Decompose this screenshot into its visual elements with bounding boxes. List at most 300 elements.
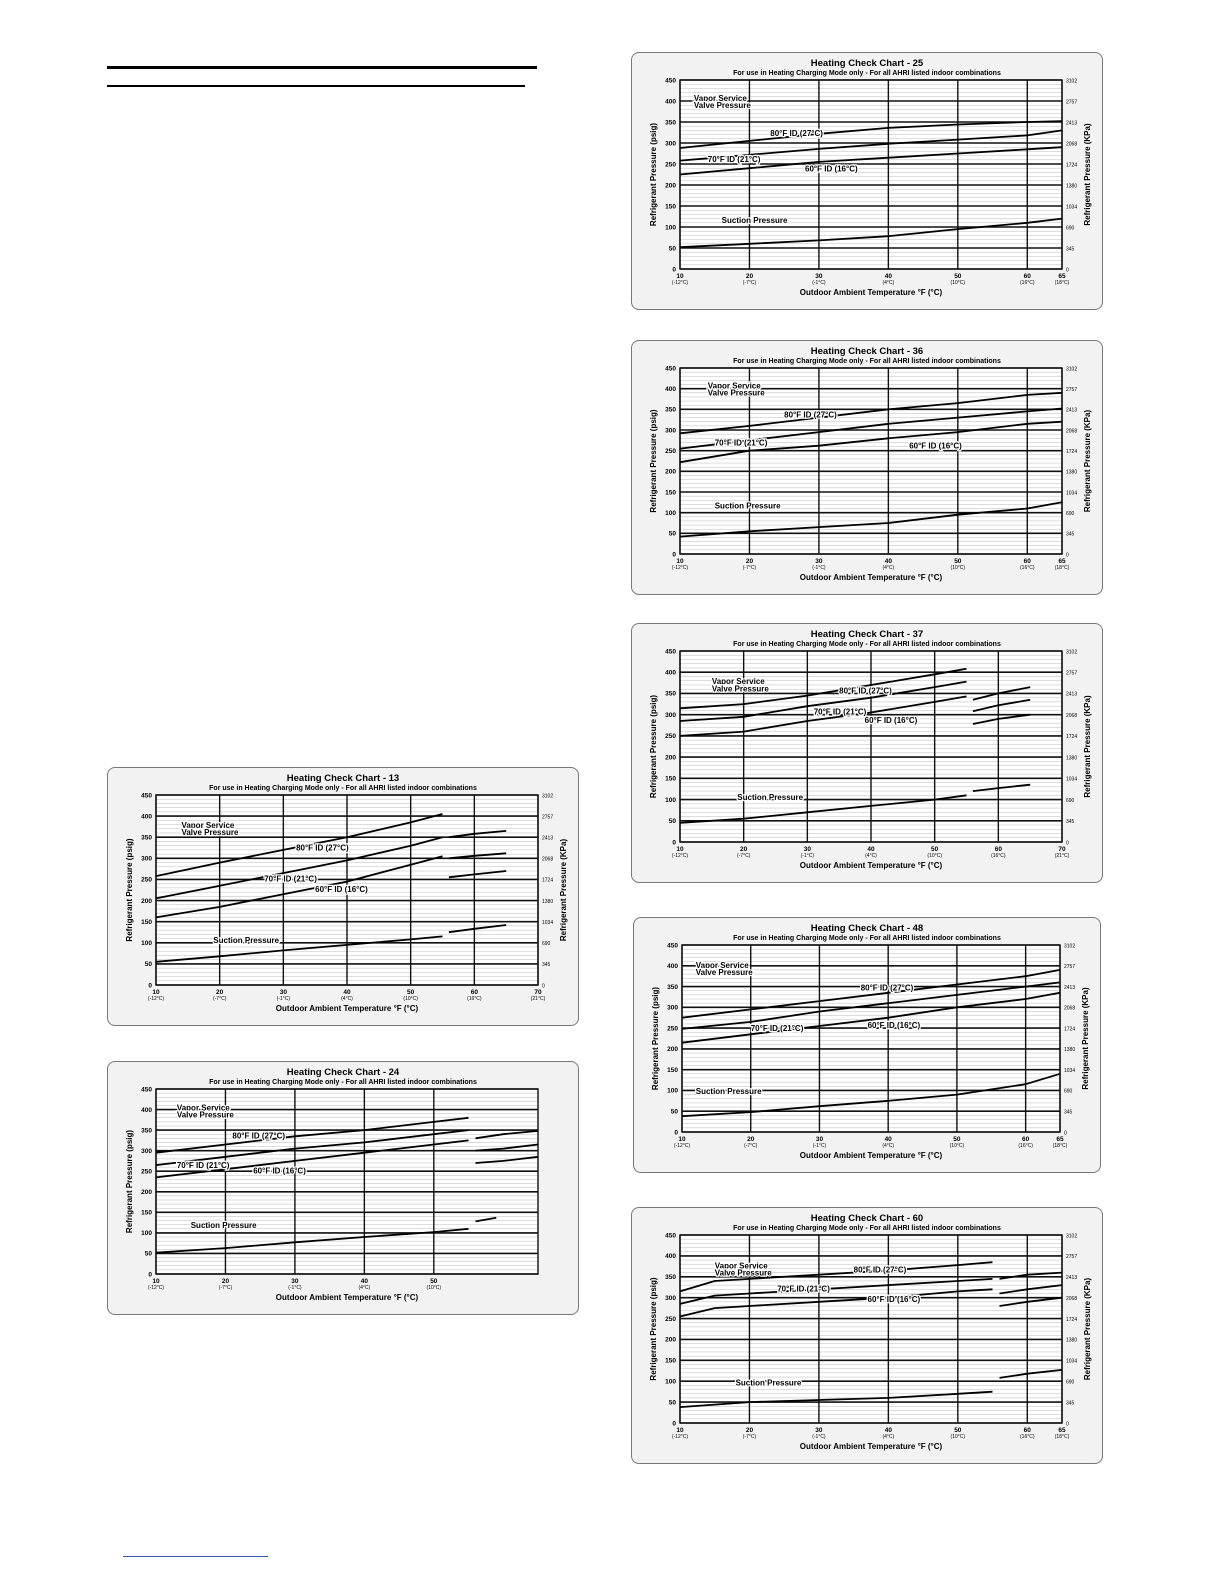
- y2-tick-label: 1034: [542, 919, 554, 926]
- y2-tick-label: 1380: [1064, 1047, 1076, 1054]
- x-tick-label: 60: [994, 846, 1002, 853]
- annotation-80-f-id-27-c: 80°F ID (27°C): [232, 1131, 286, 1141]
- annotation-60-f-id-16-c: 60°F ID (16°C): [909, 441, 962, 451]
- x-tick-label: 20: [216, 989, 224, 996]
- x-tick-celsius-label: (16°C): [991, 853, 1006, 859]
- x-tick-label: 50: [953, 1136, 961, 1143]
- y-axis-label: Refrigerant Pressure (psig): [125, 1129, 134, 1234]
- heating-check-chart-60: [631, 1207, 1103, 1464]
- x-tick-label: 20: [745, 1427, 754, 1434]
- y-tick-label: 100: [141, 940, 152, 948]
- y-tick-label: 50: [668, 1399, 676, 1407]
- x-tick-label: 50: [430, 1278, 438, 1285]
- x-tick-celsius-label: (-7°C): [742, 565, 757, 571]
- chart-title: Heating Check Chart - 24: [286, 1067, 400, 1078]
- x-tick-label: 40: [867, 846, 875, 853]
- y2-tick-label: 2757: [542, 814, 554, 821]
- x-tick-label: 30: [815, 1136, 824, 1143]
- y-axis-label: Refrigerant Pressure (psig): [649, 409, 658, 513]
- heating-check-chart-36: [631, 340, 1103, 595]
- x-tick-label: 60: [1023, 1427, 1031, 1434]
- y-tick-label: 100: [665, 796, 676, 804]
- x-tick-label: 30: [815, 273, 823, 280]
- x-tick-celsius-label: (18°C): [1054, 280, 1070, 286]
- y2-tick-label: 690: [1066, 1379, 1075, 1386]
- y2-tick-label: 345: [1066, 819, 1075, 826]
- annotation-80-f-id-27-c: 80°F ID (27°C): [860, 983, 914, 993]
- x-axis-label: Outdoor Ambient Temperature °F (°C): [799, 288, 943, 297]
- annotation-suction-pressure: Suction Pressure: [735, 1378, 802, 1388]
- y-tick-label: 350: [665, 690, 676, 698]
- annotation-suction-pressure: Suction Pressure: [213, 935, 280, 945]
- x-axis-label: Outdoor Ambient Temperature °F (°C): [799, 861, 943, 870]
- y-tick-label: 200: [665, 182, 676, 190]
- annotation-valve-pressure: Valve Pressure: [711, 684, 769, 694]
- chart-title: Heating Check Chart - 37: [810, 629, 924, 640]
- y-axis-label: Refrigerant Pressure (psig): [649, 1277, 658, 1381]
- annotation-60-f-id-16-c: 60°F ID (16°C): [253, 1166, 306, 1176]
- x-tick-celsius-label: (-12°C): [673, 1143, 691, 1149]
- y-tick-label: 0: [672, 1420, 676, 1428]
- x-tick-celsius-label: (10°C): [949, 1143, 965, 1149]
- x-tick-celsius-label: (4°C): [865, 853, 877, 859]
- x-tick-label: 20: [747, 1136, 755, 1143]
- y2-tick-label: 2068: [1066, 1295, 1078, 1302]
- y-tick-label: 50: [668, 245, 676, 253]
- y-tick-label: 400: [665, 1253, 676, 1261]
- annotation-70-f-id-21-c: 70°F ID (21°C): [707, 154, 761, 164]
- annotation-suction-pressure: Suction Pressure: [190, 1220, 257, 1230]
- y2-tick-label: 3102: [1066, 1233, 1078, 1240]
- x-tick-celsius-label: (-7°C): [212, 996, 227, 1002]
- y2-tick-label: 3102: [1064, 943, 1076, 950]
- chart-svg: [632, 624, 1102, 882]
- y-tick-label: 350: [665, 1274, 676, 1282]
- x-axis-label: Outdoor Ambient Temperature °F (°C): [275, 1004, 419, 1013]
- x-tick-celsius-label: (-12°C): [671, 280, 689, 286]
- x-tick-label: 30: [803, 846, 811, 853]
- y-tick-label: 300: [141, 855, 152, 863]
- x-axis-label: Outdoor Ambient Temperature °F (°C): [799, 1442, 943, 1451]
- annotation-80-f-id-27-c: 80°F ID (27°C): [853, 1265, 907, 1275]
- y2-tick-label: 3102: [1066, 649, 1078, 656]
- annotation-valve-pressure: Valve Pressure: [695, 967, 753, 977]
- x-tick-label: 30: [815, 1427, 823, 1434]
- x-tick-celsius-label: (18°C): [1054, 1434, 1070, 1440]
- y-tick-label: 100: [665, 509, 676, 517]
- y2-tick-label: 2757: [1066, 99, 1078, 106]
- annotation-valve-pressure: Valve Pressure: [693, 101, 751, 111]
- y-tick-label: 100: [665, 1378, 676, 1386]
- x-tick-celsius-label: (16°C): [1020, 1434, 1035, 1440]
- y-tick-label: 450: [665, 1232, 676, 1240]
- x-tick-label: 40: [884, 558, 892, 565]
- y-tick-label: 250: [665, 1315, 676, 1323]
- annotation-70-f-id-21-c: 70°F ID (21°C): [714, 438, 768, 448]
- y2-tick-label: 2413: [542, 835, 554, 842]
- x-tick-label: 50: [954, 1427, 962, 1434]
- x-tick-celsius-label: (21°C): [530, 996, 546, 1002]
- y2-tick-label: 2413: [1064, 984, 1076, 991]
- y2-tick-label: 2413: [1066, 691, 1078, 698]
- x-tick-celsius-label: (-12°C): [671, 1434, 689, 1440]
- annotation-vapor-service: Vapor Service: [711, 677, 765, 687]
- x-tick-label: 10: [676, 273, 684, 280]
- y-tick-label: 250: [665, 447, 676, 455]
- y2-tick-label: 2413: [1066, 1275, 1078, 1282]
- chart-title: Heating Check Chart - 60: [810, 1213, 924, 1224]
- y-tick-label: 250: [665, 733, 676, 741]
- x-tick-celsius-label: (-12°C): [147, 1285, 165, 1291]
- x-tick-celsius-label: (4°C): [341, 996, 353, 1002]
- chart-svg: [632, 1208, 1102, 1463]
- x-tick-celsius-label: (10°C): [927, 853, 942, 859]
- y2-tick-label: 690: [1066, 510, 1075, 517]
- y2-tick-label: 2413: [1066, 407, 1078, 414]
- chart-title: Heating Check Chart - 48: [810, 923, 924, 934]
- y2-tick-label: 1724: [1064, 1026, 1076, 1033]
- y2-tick-label: 3102: [542, 793, 554, 800]
- y-tick-label: 300: [667, 1004, 678, 1012]
- y-tick-label: 400: [141, 813, 152, 821]
- chart-svg: [108, 768, 578, 1025]
- y-tick-label: 450: [141, 1086, 152, 1094]
- x-tick-label: 65: [1056, 1136, 1064, 1143]
- y-tick-label: 200: [141, 1189, 152, 1197]
- x-tick-label: 10: [676, 846, 684, 853]
- x-tick-celsius-label: (4°C): [358, 1285, 371, 1291]
- x-tick-celsius-label: (-12°C): [671, 565, 689, 571]
- annotation-valve-pressure: Valve Pressure: [176, 1110, 234, 1120]
- x-tick-celsius-label: (-12°C): [147, 996, 165, 1002]
- annotation-valve-pressure: Valve Pressure: [714, 1268, 772, 1278]
- x-tick-label: 10: [678, 1136, 686, 1143]
- y2-tick-label: 345: [542, 962, 551, 969]
- y-tick-label: 100: [665, 224, 676, 232]
- x-tick-label: 50: [954, 558, 962, 565]
- chart-title: Heating Check Chart - 13: [286, 773, 400, 784]
- y2-tick-label: 345: [1066, 1400, 1075, 1407]
- y2-tick-label: 1034: [1066, 490, 1078, 497]
- y-tick-label: 350: [667, 983, 678, 991]
- y-tick-label: 450: [665, 648, 676, 656]
- y2-tick-label: 2068: [1064, 1005, 1076, 1012]
- annotation-60-f-id-16-c: 60°F ID (16°C): [867, 1294, 921, 1304]
- y2-tick-label: 345: [1066, 246, 1075, 253]
- x-tick-label: 50: [954, 273, 962, 280]
- y-tick-label: 150: [665, 1357, 676, 1365]
- y-tick-label: 200: [665, 754, 676, 762]
- annotation-70-f-id-21-c: 70°F ID (21°C): [750, 1024, 804, 1034]
- y2-tick-label: 2068: [1066, 712, 1078, 719]
- y2-tick-label: 0: [1066, 552, 1069, 559]
- annotation-vapor-service: Vapor Service: [714, 1261, 768, 1271]
- y-tick-label: 0: [672, 839, 676, 847]
- y-tick-label: 50: [668, 530, 676, 538]
- y2-tick-label: 1034: [1066, 776, 1078, 783]
- annotation-70-f-id-21-c: 70°F ID (21°C): [813, 707, 867, 717]
- x-tick-celsius-label: (-7°C): [218, 1285, 233, 1291]
- y2-tick-label: 345: [1066, 531, 1075, 538]
- x-tick-celsius-label: (-1°C): [276, 996, 291, 1002]
- y2-tick-label: 0: [1064, 1130, 1067, 1137]
- x-tick-celsius-label: (16°C): [1018, 1143, 1033, 1149]
- y2-tick-label: 0: [1066, 1421, 1069, 1428]
- annotation-70-f-id-21-c: 70°F ID (21°C): [777, 1284, 830, 1294]
- y-tick-label: 150: [141, 918, 152, 926]
- annotation-70-f-id-21-c: 70°F ID (21°C): [176, 1160, 230, 1170]
- x-tick-label: 10: [676, 1427, 684, 1434]
- x-tick-label: 65: [1058, 273, 1066, 280]
- annotation-60-f-id-16-c: 60°F ID (16°C): [864, 716, 918, 726]
- y2-tick-label: 1724: [1066, 1316, 1078, 1323]
- y-axis-label: Refrigerant Pressure (psig): [649, 122, 658, 227]
- x-tick-label: 10: [152, 1278, 160, 1285]
- x-axis-label: Outdoor Ambient Temperature °F (°C): [799, 1151, 943, 1160]
- y2-axis-label: Refrigerant Pressure (KPa): [1083, 409, 1092, 513]
- y2-tick-label: 2068: [1066, 141, 1078, 148]
- y2-tick-label: 2068: [1066, 428, 1078, 435]
- y2-tick-label: 1380: [1066, 1337, 1078, 1344]
- y2-tick-label: 1034: [1066, 1358, 1078, 1365]
- y-tick-label: 250: [141, 1168, 152, 1176]
- x-tick-label: 40: [884, 273, 892, 280]
- header-rule-top: [107, 66, 537, 69]
- y2-tick-label: 2413: [1066, 120, 1078, 127]
- x-tick-celsius-label: (4°C): [882, 1434, 895, 1440]
- x-tick-label: 30: [279, 989, 287, 996]
- chart-subtitle: For use in Heating Charging Mode only - For all AHRI listed indoor combinations: [733, 1225, 1001, 1232]
- x-tick-label: 65: [1058, 558, 1066, 565]
- y-tick-label: 450: [141, 792, 152, 800]
- y2-tick-label: 3102: [1066, 366, 1078, 373]
- y2-tick-label: 1034: [1066, 204, 1078, 211]
- y2-tick-label: 1034: [1064, 1067, 1076, 1074]
- y2-tick-label: 1380: [1066, 755, 1078, 762]
- annotation-vapor-service: Vapor Service: [707, 381, 761, 391]
- y-tick-label: 300: [665, 711, 676, 719]
- chart-subtitle: For use in Heating Charging Mode only - For all AHRI listed indoor combinations: [209, 785, 477, 792]
- y-tick-label: 450: [665, 77, 676, 85]
- x-tick-label: 30: [815, 558, 823, 565]
- y-tick-label: 100: [667, 1087, 678, 1095]
- y-tick-label: 400: [665, 669, 676, 677]
- y-tick-label: 50: [144, 1250, 152, 1258]
- y-tick-label: 200: [141, 897, 152, 905]
- chart-title: Heating Check Chart - 36: [810, 346, 924, 357]
- chart-subtitle: For use in Heating Charging Mode only - For all AHRI listed indoor combinations: [733, 70, 1001, 77]
- x-tick-celsius-label: (10°C): [403, 996, 418, 1002]
- x-tick-celsius-label: (-7°C): [736, 853, 751, 859]
- y-tick-label: 300: [665, 140, 676, 148]
- x-tick-celsius-label: (4°C): [882, 1143, 895, 1149]
- y2-axis-label: Refrigerant Pressure (KPa): [1083, 695, 1092, 798]
- y-tick-label: 150: [141, 1209, 152, 1217]
- x-tick-celsius-label: (-7°C): [742, 1434, 757, 1440]
- x-tick-celsius-label: (16°C): [1020, 280, 1035, 286]
- y-tick-label: 150: [665, 203, 676, 211]
- x-tick-celsius-label: (16°C): [467, 996, 482, 1002]
- x-tick-celsius-label: (-1°C): [812, 280, 826, 286]
- x-tick-label: 40: [884, 1427, 892, 1434]
- chart-subtitle: For use in Heating Charging Mode only - For all AHRI listed indoor combinations: [733, 935, 1001, 942]
- x-tick-celsius-label: (16°C): [1020, 565, 1035, 571]
- x-tick-label: 10: [152, 989, 160, 996]
- annotation-vapor-service: Vapor Service: [693, 94, 747, 103]
- y-tick-label: 0: [674, 1129, 678, 1137]
- y2-tick-label: 3102: [1066, 78, 1078, 85]
- y-tick-label: 150: [665, 775, 676, 783]
- y-tick-label: 50: [668, 818, 676, 826]
- x-tick-label: 20: [740, 846, 748, 853]
- x-axis-label: Outdoor Ambient Temperature °F (°C): [799, 573, 943, 582]
- x-tick-celsius-label: (-1°C): [288, 1285, 302, 1291]
- x-tick-label: 70: [534, 989, 542, 996]
- x-tick-label: 40: [884, 1136, 892, 1143]
- x-tick-label: 10: [676, 558, 684, 565]
- y-tick-label: 400: [667, 963, 678, 971]
- x-tick-celsius-label: (-1°C): [812, 565, 826, 571]
- heating-check-chart-25: [631, 52, 1103, 310]
- y2-tick-label: 2068: [542, 856, 554, 863]
- y-tick-label: 0: [672, 551, 676, 559]
- annotation-vapor-service: Vapor Service: [181, 820, 235, 830]
- y2-tick-label: 690: [1066, 797, 1075, 804]
- annotation-70-f-id-21-c: 70°F ID (21°C): [264, 874, 317, 884]
- x-tick-celsius-label: (18°C): [1054, 565, 1070, 571]
- y2-axis-label: Refrigerant Pressure (KPa): [1083, 1277, 1092, 1381]
- y2-tick-label: 1380: [542, 898, 554, 905]
- annotation-vapor-service: Vapor Service: [695, 960, 749, 970]
- y-tick-label: 350: [665, 119, 676, 127]
- y-tick-label: 300: [141, 1147, 152, 1155]
- chart-subtitle: For use in Heating Charging Mode only - For all AHRI listed indoor combinations: [733, 641, 1001, 648]
- x-tick-label: 50: [931, 846, 939, 853]
- y-tick-label: 50: [670, 1108, 678, 1116]
- x-tick-label: 65: [1058, 1427, 1066, 1434]
- annotation-60-f-id-16-c: 60°F ID (16°C): [867, 1021, 921, 1031]
- y-tick-label: 200: [667, 1046, 678, 1054]
- y-tick-label: 250: [667, 1025, 678, 1033]
- x-tick-label: 20: [745, 273, 754, 280]
- x-tick-celsius-label: (10°C): [950, 565, 966, 571]
- x-tick-celsius-label: (-12°C): [671, 853, 689, 859]
- y-tick-label: 150: [665, 489, 676, 497]
- header-rule-bottom: [107, 85, 525, 87]
- x-tick-celsius-label: (18°C): [1052, 1143, 1068, 1149]
- y2-tick-label: 345: [1064, 1109, 1073, 1116]
- chart-title: Heating Check Chart - 25: [810, 58, 924, 69]
- y-tick-label: 0: [148, 982, 152, 990]
- x-tick-celsius-label: (-7°C): [744, 1143, 758, 1149]
- chart-subtitle: For use in Heating Charging Mode only - For all AHRI listed indoor combinations: [733, 358, 1001, 365]
- y2-tick-label: 2757: [1066, 1254, 1078, 1261]
- heating-check-chart-37: [631, 623, 1103, 883]
- x-tick-label: 50: [407, 989, 415, 996]
- y-tick-label: 200: [665, 468, 676, 476]
- y-tick-label: 300: [665, 1294, 676, 1302]
- y2-tick-label: 1724: [1066, 162, 1078, 169]
- x-tick-label: 70: [1058, 846, 1066, 853]
- y2-tick-label: 1380: [1066, 183, 1078, 190]
- y-axis-label: Refrigerant Pressure (psig): [125, 838, 134, 942]
- x-tick-celsius-label: (-1°C): [800, 853, 815, 859]
- y2-tick-label: 0: [1066, 267, 1069, 274]
- x-tick-label: 40: [360, 1278, 368, 1285]
- y-tick-label: 150: [667, 1066, 678, 1074]
- heating-check-chart-13: [107, 767, 579, 1026]
- y-tick-label: 0: [148, 1271, 152, 1279]
- annotation-vapor-service: Vapor Service: [176, 1103, 230, 1113]
- annotation-suction-pressure: Suction Pressure: [737, 792, 804, 802]
- x-tick-label: 60: [1022, 1136, 1030, 1143]
- annotation-80-f-id-27-c: 80°F ID (27°C): [784, 410, 837, 420]
- y2-tick-label: 2757: [1064, 964, 1076, 971]
- y2-tick-label: 690: [542, 941, 551, 948]
- x-tick-label: 60: [1023, 273, 1031, 280]
- x-tick-label: 30: [291, 1278, 299, 1285]
- y-tick-label: 450: [665, 365, 676, 373]
- annotation-valve-pressure: Valve Pressure: [181, 828, 239, 838]
- y-tick-label: 50: [144, 961, 152, 969]
- y-tick-label: 350: [665, 406, 676, 414]
- x-tick-celsius-label: (10°C): [426, 1285, 442, 1291]
- y2-axis-label: Refrigerant Pressure (KPa): [559, 838, 568, 942]
- y-tick-label: 250: [141, 876, 152, 884]
- y2-tick-label: 1724: [1066, 448, 1078, 455]
- chart-svg: [632, 53, 1102, 309]
- y2-tick-label: 1724: [1066, 734, 1078, 741]
- y2-tick-label: 1380: [1066, 469, 1078, 476]
- x-tick-celsius-label: (10°C): [950, 280, 966, 286]
- x-axis-label: Outdoor Ambient Temperature °F (°C): [275, 1293, 419, 1302]
- annotation-suction-pressure: Suction Pressure: [695, 1086, 762, 1096]
- y-tick-label: 450: [667, 942, 678, 950]
- y-tick-label: 300: [665, 427, 676, 435]
- y-tick-label: 0: [672, 266, 676, 274]
- y-axis-label: Refrigerant Pressure (psig): [651, 986, 660, 1091]
- y-tick-label: 250: [665, 161, 676, 169]
- annotation-valve-pressure: Valve Pressure: [707, 388, 765, 398]
- y2-tick-label: 690: [1066, 225, 1075, 232]
- heating-check-chart-48: [633, 917, 1101, 1173]
- x-tick-celsius-label: (4°C): [882, 565, 895, 571]
- x-tick-label: 60: [1023, 558, 1031, 565]
- x-tick-label: 40: [343, 989, 351, 996]
- x-tick-label: 60: [470, 989, 478, 996]
- x-tick-celsius-label: (4°C): [882, 280, 895, 286]
- x-tick-celsius-label: (-7°C): [742, 280, 757, 286]
- y-tick-label: 350: [141, 834, 152, 842]
- annotation-80-f-id-27-c: 80°F ID (27°C): [296, 843, 349, 853]
- x-tick-celsius-label: (10°C): [950, 1434, 966, 1440]
- annotation-60-f-id-16-c: 60°F ID (16°C): [805, 164, 858, 174]
- x-tick-label: 20: [745, 558, 754, 565]
- y-tick-label: 400: [665, 385, 676, 393]
- chart-svg: [632, 341, 1102, 594]
- annotation-suction-pressure: Suction Pressure: [714, 501, 781, 511]
- x-tick-label: 20: [221, 1278, 230, 1285]
- x-tick-celsius-label: (-1°C): [812, 1434, 826, 1440]
- y2-tick-label: 0: [1066, 840, 1069, 847]
- annotation-80-f-id-27-c: 80°F ID (27°C): [839, 686, 892, 696]
- annotation-80-f-id-27-c: 80°F ID (27°C): [770, 128, 823, 138]
- y2-tick-label: 690: [1064, 1088, 1073, 1095]
- y-tick-label: 100: [141, 1230, 152, 1238]
- chart-svg: [634, 918, 1100, 1172]
- y2-tick-label: 1724: [542, 877, 554, 884]
- y-tick-label: 400: [141, 1106, 152, 1114]
